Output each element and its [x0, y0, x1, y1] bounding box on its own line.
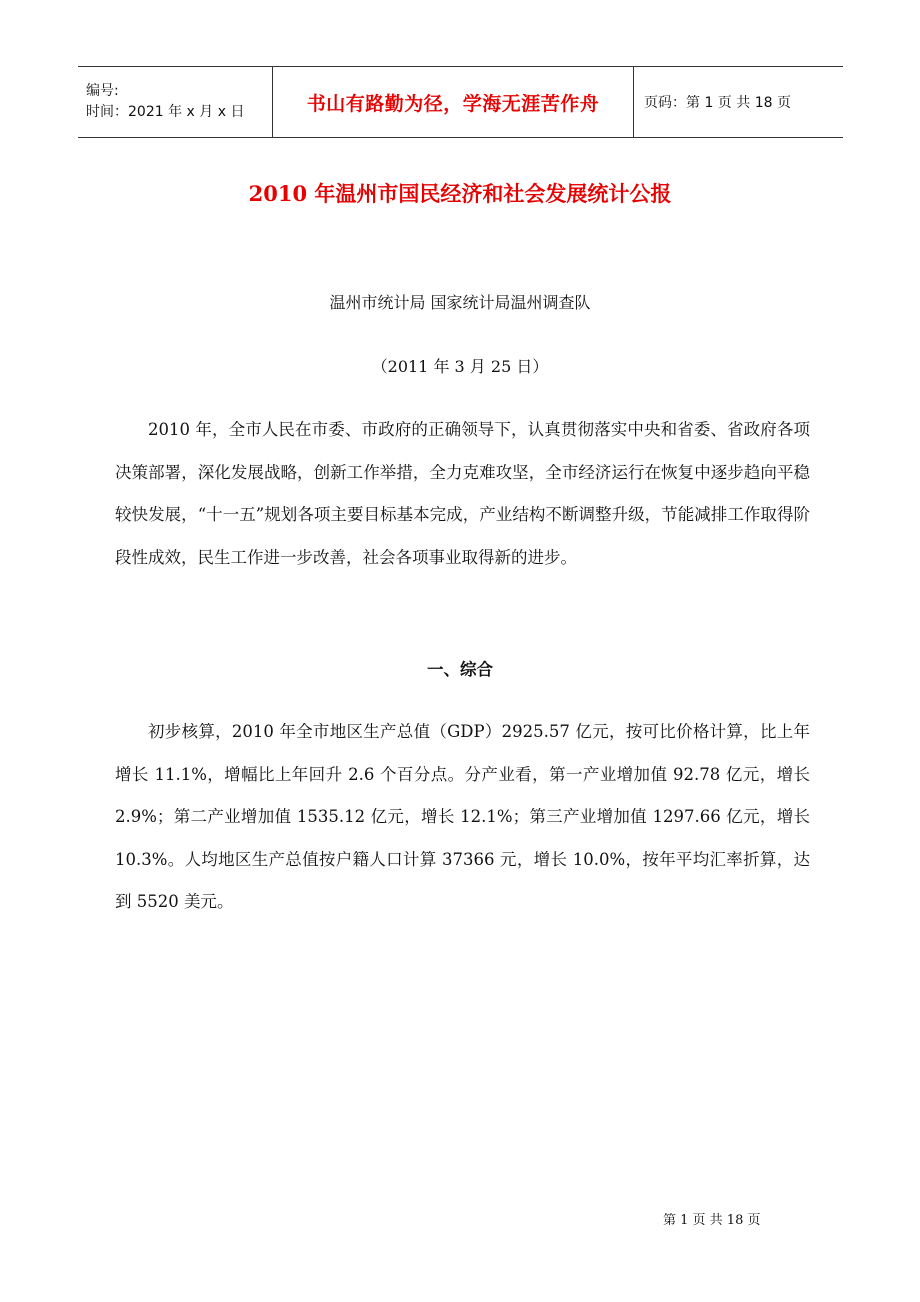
header-page-info: 页码：第 1 页 共 18 页 — [644, 95, 791, 111]
header-meta — [78, 67, 273, 137]
footer-page-info: 第 1 页 共 18 页 — [663, 1213, 761, 1228]
document-date: （2011 年 3 月 25 日） — [371, 357, 549, 376]
document-header — [78, 66, 843, 138]
section-general-paragraph: 初步核算，2010 年全市地区生产总值（GDP）2925.57 亿元，按可比价格计算，比上年增长 11.1%，增幅比上年回升 2.6 个百分点。分产业看，第一产业增加值 92.78 亿元，增长 2.9%；第二产业增加值 1535.12 亿元，增长 12.1%；第三产业增加值 1297.66 亿元，增长 10.3%。人均地区生产总值按户籍人口计算 37366 元，增长 10.0%，按年平均汇率折算，达到 5520 美元。 — [115, 722, 810, 911]
intro-paragraph: 2010 年，全市人民在市委、市政府的正确领导下，认真贯彻落实中央和省委、省政府各项决策部署，深化发展战略，创新工作举措，全力克难攻坚，全市经济运行在恢复中逐步趋向平稳较快发展，“十一五”规划各项主要目标基本完成，产业结构不断调整升级，节能减排工作取得阶段性成效，民生工作进一步改善，社会各项事业取得新的进步。 — [115, 420, 810, 567]
header-slogan-cell — [273, 67, 634, 137]
document-issuer: 温州市统计局 国家统计局温州调查队 — [329, 293, 591, 312]
time-label: 时间：2021 年 x 月 x 日 — [86, 104, 245, 120]
section-heading-general: 一、综合 — [427, 660, 493, 679]
document-title: 2010 年温州市国民经济和社会发展统计公报 — [248, 181, 672, 206]
number-label: 编号: — [86, 83, 119, 99]
header-page-cell — [634, 67, 843, 137]
header-slogan: 书山有路勤为径，学海无涯苦作舟 — [306, 92, 600, 115]
